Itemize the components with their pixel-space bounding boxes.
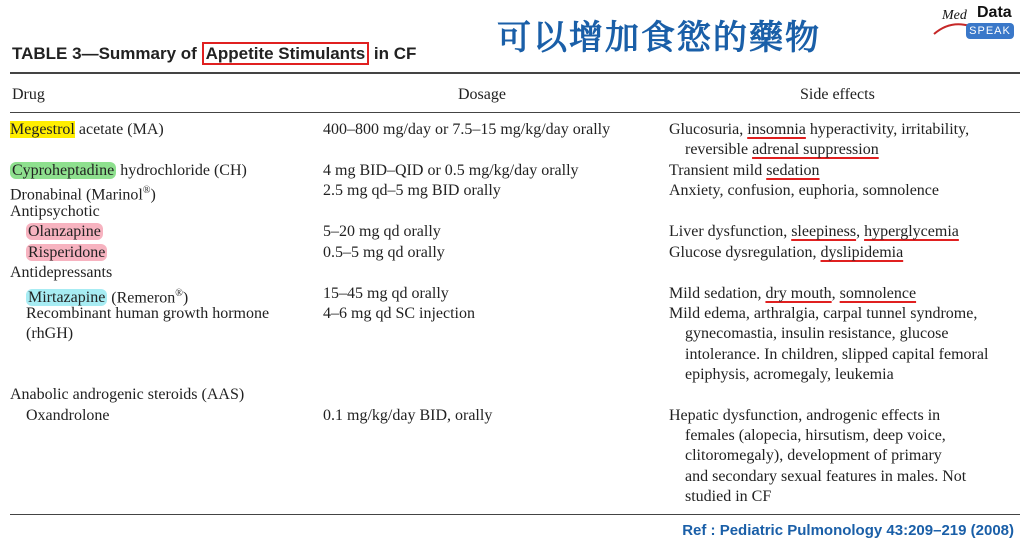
registered-mark: ® <box>142 185 151 196</box>
dosage-rhgh: 4–6 mg qd SC injection <box>323 305 475 322</box>
mirtazapine-end: ) <box>182 289 189 307</box>
chinese-title: 可以增加食慾的藥物 <box>497 18 821 58</box>
bottom-rule <box>10 514 1020 515</box>
megestrol-highlight: Megestrol <box>10 121 75 138</box>
se-text: , <box>856 223 865 240</box>
dosage-cyproheptadine: 4 mg BID–QID or 0.5 mg/kg/day orally <box>323 162 579 179</box>
mirtazapine-highlight: Mirtazapine <box>28 289 106 307</box>
table-title-suffix: in CF <box>369 44 417 63</box>
side-effects-oxandrolone-1: Hepatic dysfunction, androgenic effects in <box>669 407 941 424</box>
side-effects-mirtazapine <box>669 284 916 304</box>
dosage-megestrol: 400–800 mg/day or 7.5–15 mg/kg/day orally <box>323 121 611 138</box>
olanzapine-highlight: Olanzapine <box>28 223 101 240</box>
se-text: Transient mild <box>669 162 767 179</box>
se-adrenal-suppression: adrenal suppression <box>752 141 879 158</box>
se-sleepiness: sleepiness <box>791 223 857 240</box>
dosage-olanzapine: 5–20 mg qd orally <box>323 223 441 240</box>
side-effects-rhgh-1: Mild edema, arthralgia, carpal tunnel syndrome, <box>669 305 978 322</box>
logo-speak: SPEAK <box>966 23 1014 39</box>
se-text: hyperactivity, irritability, <box>805 121 970 138</box>
se-text: Liver dysfunction, <box>669 223 792 240</box>
dosage-dronabinol: 2.5 mg qd–5 mg BID orally <box>323 182 501 199</box>
side-effects-megestrol <box>669 120 969 140</box>
side-effects-oxandrolone-3: clitoromegaly), development of primary <box>685 447 942 464</box>
dosage-oxandrolone: 0.1 mg/kg/day BID, orally <box>323 407 493 424</box>
header-dosage: Dosage <box>458 86 506 103</box>
side-effects-cyproheptadine <box>669 161 820 181</box>
se-dyslipidemia: dyslipidemia <box>820 244 904 261</box>
header-side-effects: Side effects <box>800 86 875 103</box>
group-antidepressants: Antidepressants <box>10 264 113 281</box>
se-text: , <box>831 285 840 302</box>
side-effects-oxandrolone-4: and secondary sexual features in males. Not <box>685 468 967 485</box>
drug-olanzapine <box>26 222 103 242</box>
logo-med: Med <box>942 8 967 23</box>
drug-cyproheptadine <box>10 161 247 181</box>
drug-oxandrolone: Oxandrolone <box>26 407 110 424</box>
appetite-stimulants-boxed: Appetite Stimulants <box>202 42 370 65</box>
se-insomnia: insomnia <box>747 121 806 138</box>
dosage-risperidone: 0.5–5 mg qd orally <box>323 244 445 261</box>
side-effects-olanzapine <box>669 222 959 242</box>
dosage-mirtazapine: 15–45 mg qd orally <box>323 285 449 302</box>
drug-risperidone <box>26 243 107 263</box>
drug-rhgh: Recombinant human growth hormone <box>26 305 270 322</box>
megestrol-rest: acetate (MA) <box>74 121 164 138</box>
header-rule <box>10 112 1020 113</box>
se-text: Glucose dysregulation, <box>669 244 821 261</box>
dronabinol-end: ) <box>150 186 156 204</box>
top-rule <box>10 72 1020 74</box>
cyproheptadine-rest: hydrochloride (CH) <box>116 162 247 179</box>
mirtazapine-rest: (Remeron <box>107 289 176 307</box>
registered-mark: ® <box>175 288 183 299</box>
se-hyperglycemia: hyperglycemia <box>864 223 959 240</box>
risperidone-highlight: Risperidone <box>28 244 106 261</box>
se-somnolence: somnolence <box>839 285 917 302</box>
group-aas: Anabolic androgenic steroids (AAS) <box>10 386 245 403</box>
table-title-prefix: TABLE 3—Summary of <box>12 44 202 63</box>
header-drug: Drug <box>12 86 45 103</box>
se-text: reversible <box>685 141 753 158</box>
se-sedation: sedation <box>766 162 820 179</box>
side-effects-rhgh-3: intolerance. In children, slipped capital femoral <box>685 346 989 363</box>
side-effects-risperidone <box>669 243 903 263</box>
side-effects-rhgh-4: epiphysis, acromegaly, leukemia <box>685 366 894 383</box>
cyproheptadine-highlight: Cyproheptadine <box>12 162 115 179</box>
side-effects-oxandrolone-2: females (alopecia, hirsutism, deep voice, <box>685 427 946 444</box>
table-title <box>12 44 416 64</box>
logo-data: Data <box>977 4 1012 21</box>
group-antipsychotic: Antipsychotic <box>10 203 100 220</box>
se-text: Mild sedation, <box>669 285 766 302</box>
dronabinol-text: Dronabinal (Marinol <box>10 186 143 204</box>
side-effects-megestrol-2 <box>685 140 879 160</box>
meddata-speak-logo <box>930 4 1016 46</box>
drug-rhgh-abbrev: (rhGH) <box>26 325 74 342</box>
side-effects-oxandrolone-5: studied in CF <box>685 488 772 505</box>
se-text: Glucosuria, <box>669 121 748 138</box>
side-effects-dronabinol: Anxiety, confusion, euphoria, somnolence <box>669 182 940 199</box>
drug-megestrol <box>10 120 164 140</box>
side-effects-rhgh-2: gynecomastia, insulin resistance, glucose <box>685 325 949 342</box>
se-dry-mouth: dry mouth <box>765 285 832 302</box>
reference-citation: Ref : Pediatric Pulmonology 43:209–219 (2008) <box>682 522 1014 539</box>
